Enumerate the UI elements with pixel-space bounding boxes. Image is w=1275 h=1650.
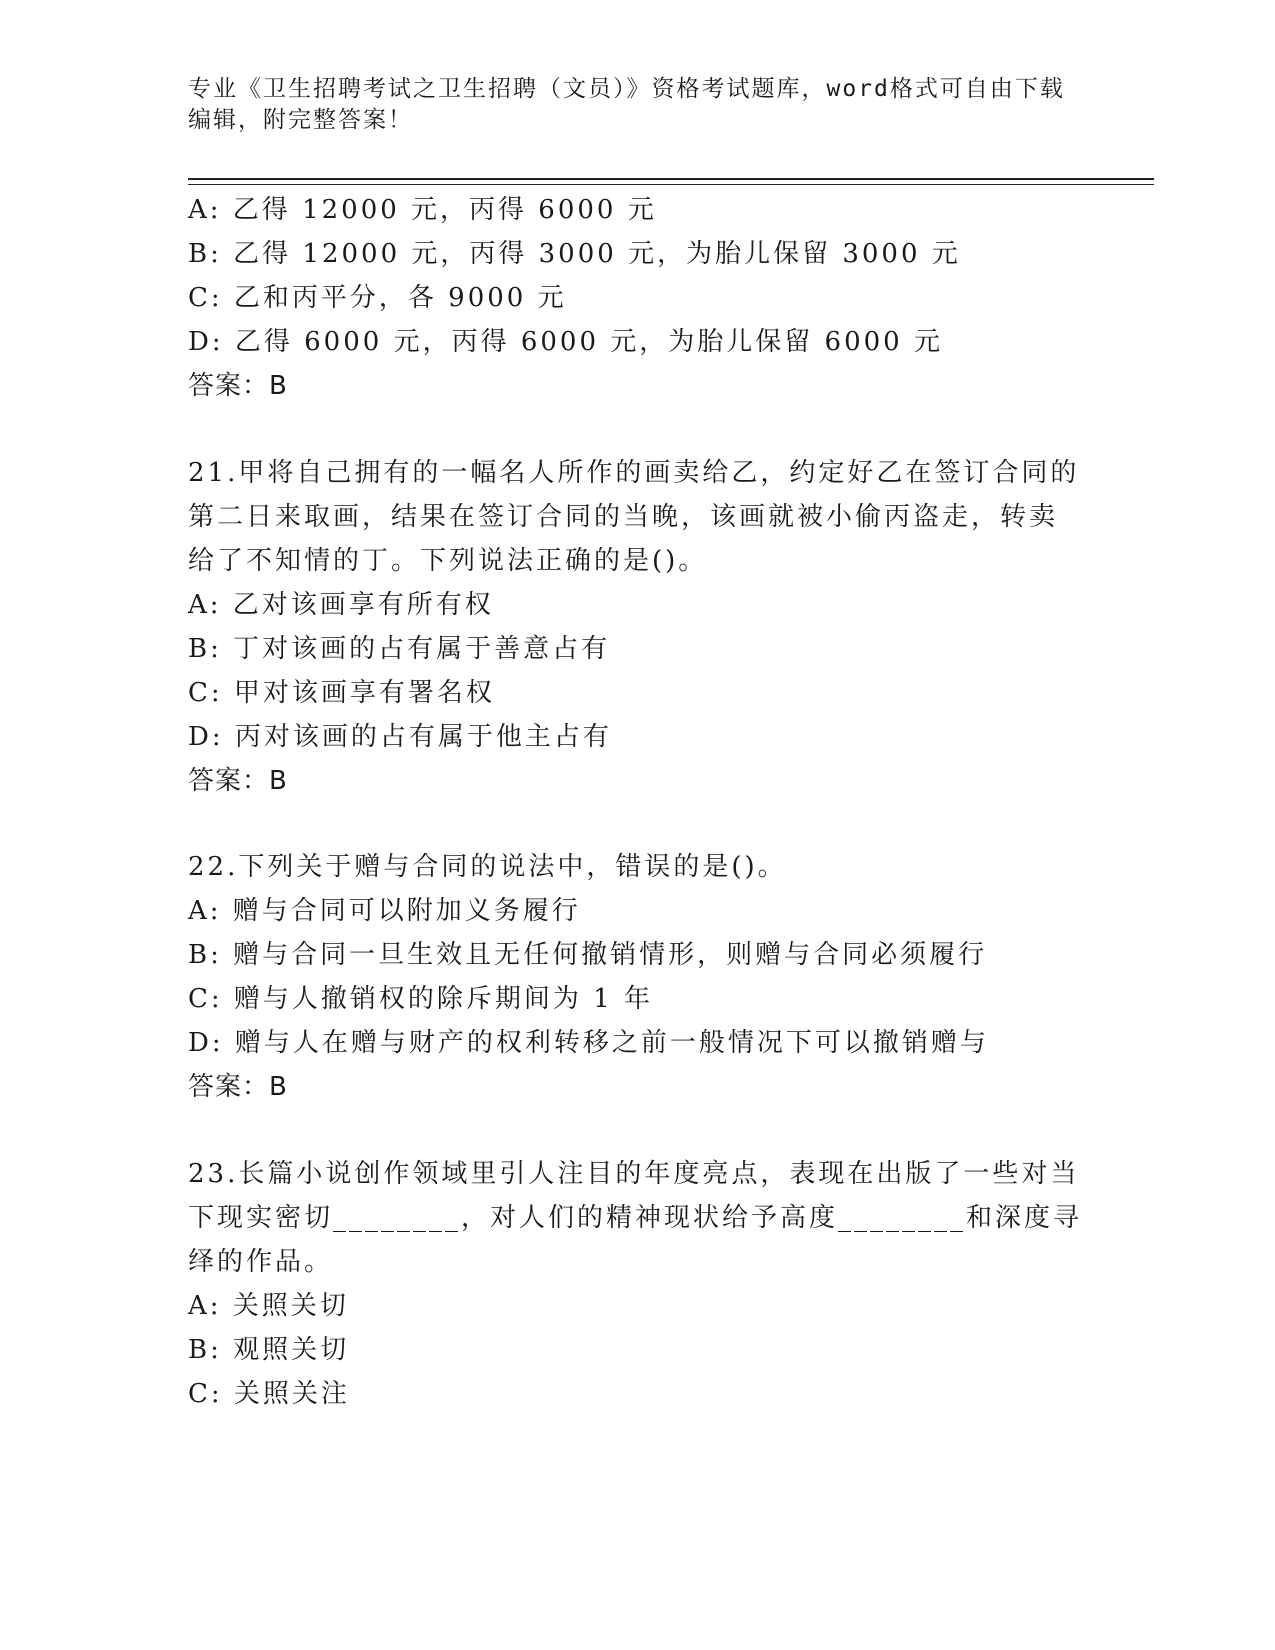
- q20-option-d: D: 乙得 6000 元，丙得 6000 元，为胎儿保留 6000 元: [188, 327, 943, 357]
- q22-stem-line-1: 22.下列关于赠与合同的说法中，错误的是()。: [188, 852, 787, 882]
- q23-option-b: B: 观照关切: [188, 1335, 350, 1365]
- q21-option-a: A: 乙对该画享有所有权: [188, 590, 494, 620]
- document-header: [188, 74, 1068, 136]
- q21-stem-line-1: 21.甲将自己拥有的一幅名人所作的画卖给乙，约定好乙在签订合同的: [188, 458, 1080, 488]
- q20-option-b: B: 乙得 12000 元，丙得 3000 元，为胎儿保留 3000 元: [188, 239, 961, 269]
- q21-option-d: D: 丙对该画的占有属于他主占有: [188, 722, 612, 752]
- q21-option-b: B: 丁对该画的占有属于善意占有: [188, 634, 611, 664]
- q21-stem-line-3: 给了不知情的丁。下列说法正确的是()。: [188, 546, 708, 576]
- q22-option-a: A: 赠与合同可以附加义务履行: [188, 896, 581, 926]
- header-divider-thick: [188, 178, 1154, 180]
- q22-option-c: C: 赠与人撤销权的除斥期间为 1 年: [188, 984, 653, 1014]
- q22-answer: 答案：B: [188, 1072, 288, 1102]
- q23-stem-line-2: 下现实密切________，对人们的精神现状给予高度________和深度寻: [188, 1203, 1083, 1233]
- header-divider-thin: [188, 184, 1154, 185]
- q23-option-c: C: 关照关注: [188, 1379, 350, 1409]
- q20-option-a: A: 乙得 12000 元，丙得 6000 元: [188, 195, 657, 225]
- q23-stem-line-3: 绎的作品。: [188, 1247, 334, 1277]
- q21-answer: 答案：B: [188, 766, 288, 796]
- q21-option-c: C: 甲对该画享有署名权: [188, 678, 495, 708]
- q21-stem-line-2: 第二日来取画，结果在签订合同的当晚，该画就被小偷丙盗走，转卖: [188, 502, 1059, 532]
- header-line-1: 专业《卫生招聘考试之卫生招聘（文员）》资格考试题库，word格式可自由下载: [188, 76, 1065, 102]
- q22-option-b: B: 赠与合同一旦生效且无任何撤销情形，则赠与合同必须履行: [188, 940, 988, 970]
- q22-option-d: D: 赠与人在赠与财产的权利转移之前一般情况下可以撤销赠与: [188, 1028, 989, 1058]
- header-line-2: 编辑，附完整答案！: [188, 107, 413, 133]
- q23-stem-line-1: 23.长篇小说创作领域里引人注目的年度亮点，表现在出版了一些对当: [188, 1159, 1080, 1189]
- q23-option-a: A: 关照关切: [188, 1291, 349, 1321]
- q20-option-c: C: 乙和丙平分，各 9000 元: [188, 283, 567, 313]
- q20-answer: 答案：B: [188, 371, 288, 401]
